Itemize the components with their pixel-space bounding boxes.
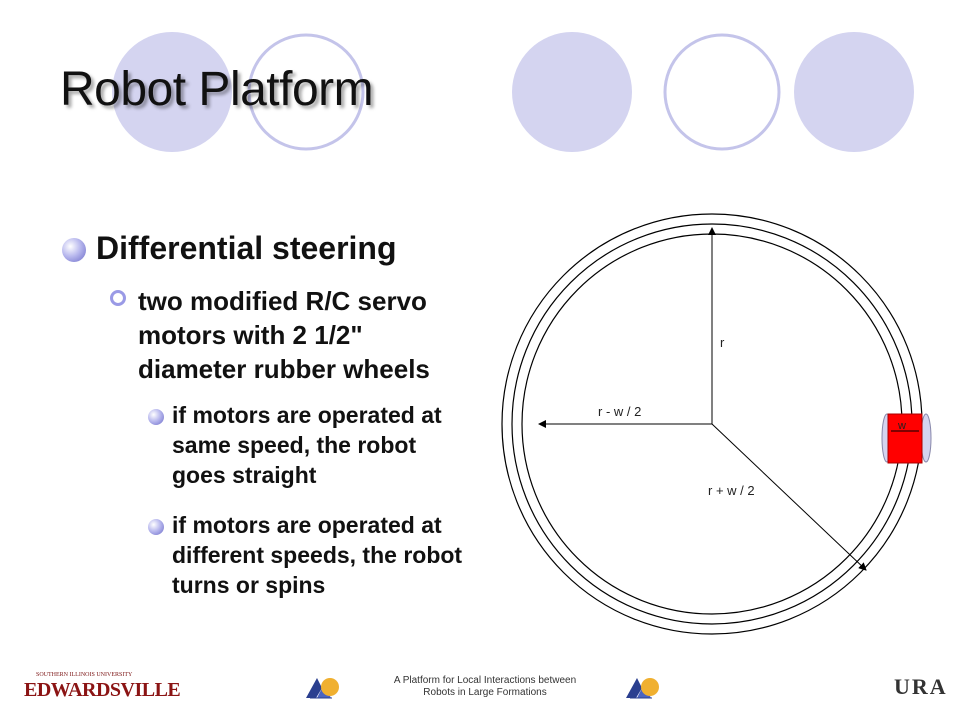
slide-title: Robot Platform [60, 63, 374, 116]
siue-logo-text: EDWARDSVILLE [24, 679, 181, 701]
label-r-minus: r - w / 2 [598, 404, 642, 419]
label-w: w [898, 420, 906, 432]
label-r: r [720, 335, 725, 350]
lab-logo-icon [626, 678, 659, 698]
ura-logo: URA [894, 674, 948, 699]
bullet-level3-text: if motors are operated at different speeds, the robot turns or spins [172, 512, 463, 598]
bullet-level1-text: Differential steering [96, 230, 397, 266]
label-r-plus: r + w / 2 [708, 483, 755, 498]
footer-caption-line1: A Platform for Local Interactions between [393, 675, 577, 686]
footer-caption-line2: Robots in Large Formations [423, 687, 547, 698]
footer-caption [370, 675, 600, 699]
lab-logo-icon [306, 678, 339, 698]
bullet-level3-text: if motors are operated at same speed, the robot goes straight [172, 402, 442, 488]
siue-logo-small-text: SOUTHERN ILLINOIS UNIVERSITY [36, 672, 133, 678]
bullet-level2-text: two modified R/C servo motors with 2 1/2" diameter rubber wheels [138, 286, 430, 384]
